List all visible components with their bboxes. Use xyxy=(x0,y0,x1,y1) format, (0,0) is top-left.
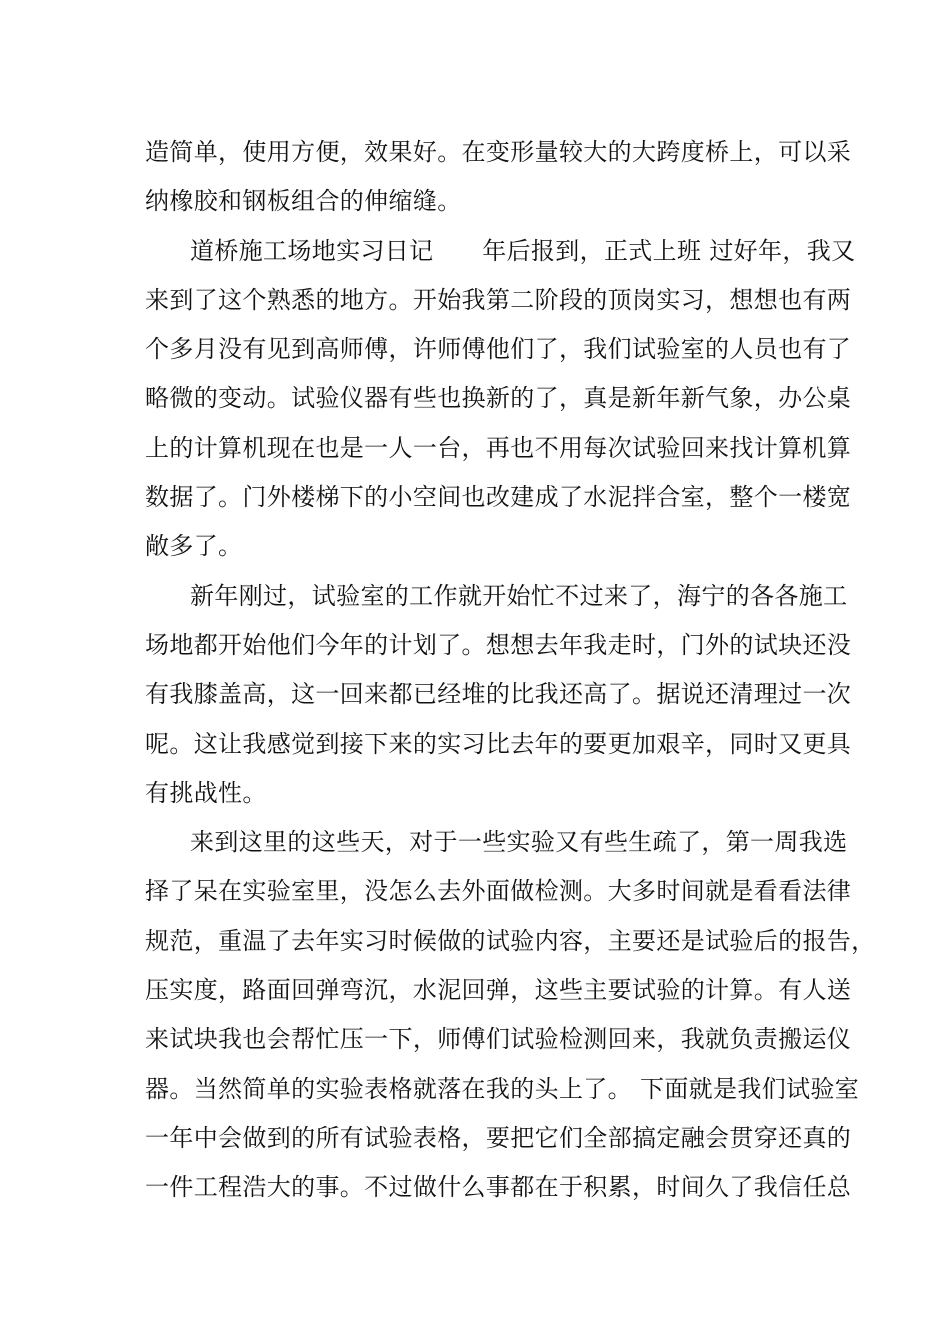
text-line: 一件工程浩大的事。不过做什么事都在于积累，时间久了我信任总 xyxy=(145,1173,852,1202)
text-line: 新年刚过，试验室的工作就开始忙不过来了，海宁的各各施工 xyxy=(190,581,848,610)
text-line: 来试块我也会帮忙压一下，师傅们试验检测回来，我就负责搬运仪 xyxy=(145,1025,852,1054)
text-line: 个多月没有见到高师傅，许师傅他们了，我们试验室的人员也有了 xyxy=(145,335,852,364)
text-line: 规范，重温了去年实习时候做的试验内容，主要还是试验后的报告， xyxy=(145,926,876,955)
text-line: 一年中会做到的所有试验表格，要把它们全部搞定融会贯穿还真的 xyxy=(145,1123,852,1152)
text-line: 有挑战性。 xyxy=(145,778,267,807)
text-line: 来到了这个熟悉的地方。开始我第二阶段的顶岗实习，想想也有两 xyxy=(145,285,852,314)
text-line: 呢。这让我感觉到接下来的实习比去年的要更加艰辛，同时又更具 xyxy=(145,729,852,758)
text-line: 纳橡胶和钢板组合的伸缩缝。 xyxy=(145,187,462,216)
text-line: 来到这里的这些天，对于一些实验又有些生疏了，第一周我选 xyxy=(190,828,848,857)
text-line: 压实度，路面回弹弯沉，水泥回弹，这些主要试验的计算。有人送 xyxy=(145,976,852,1005)
document-body xyxy=(145,128,876,1213)
text-line: 择了呆在实验室里，没怎么去外面做检测。大多时间就是看看法律 xyxy=(145,877,852,906)
text-line: 场地都开始他们今年的计划了。想想去年我走时，门外的试块还没 xyxy=(145,630,852,659)
text-line: 道桥施工场地实习日记 年后报到，正式上班 过好年，我又 xyxy=(190,236,856,265)
text-line: 敞多了。 xyxy=(145,532,243,561)
text-line: 略微的变动。试验仪器有些也换新的了，真是新年新气象，办公桌 xyxy=(145,384,852,413)
text-line: 器。当然简单的实验表格就落在我的头上了。 下面就是我们试验室 xyxy=(145,1074,860,1103)
text-line: 数据了。门外楼梯下的小空间也改建成了水泥拌合室，整个一楼宽 xyxy=(145,483,852,512)
text-line: 上的计算机现在也是一人一台，再也不用每次试验回来找计算机算 xyxy=(145,433,852,462)
text-line: 有我膝盖高，这一回来都已经堆的比我还高了。据说还清理过一次 xyxy=(145,680,852,709)
text-line: 造简单，使用方便，效果好。在变形量较大的大跨度桥上，可以采 xyxy=(145,138,852,166)
